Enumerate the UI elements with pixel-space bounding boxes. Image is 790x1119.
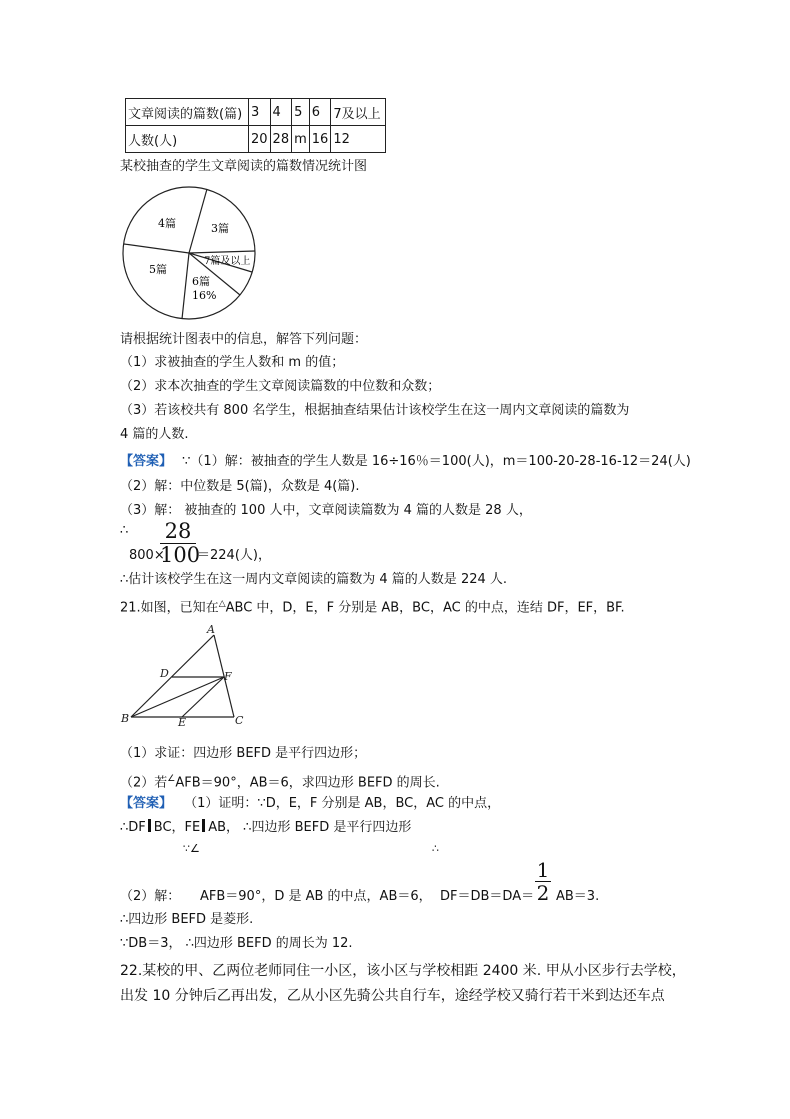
parallel-mark-icon (148, 819, 151, 832)
pie-divider (189, 189, 207, 253)
q21-stem-a: 21.如图，已知在 (120, 600, 219, 616)
fraction-28-100 (160, 519, 201, 567)
pie-title: 某校抽查的学生文章阅读的篇数情况统计图 (120, 159, 368, 174)
point-label-c: C (235, 714, 244, 727)
table-cell: 4 (270, 99, 292, 126)
table-row (126, 126, 386, 153)
fraction-denominator: 100 (160, 543, 201, 567)
q21-stem (120, 594, 625, 618)
table-cell: 6 (309, 99, 331, 126)
table-cell: 28 (270, 126, 292, 153)
answer-tag: 【答案】 (120, 454, 173, 469)
segment-fe (182, 677, 224, 717)
q21-answer-parallelogram: AB， ∴四边形 BEFD 是平行四边形 (208, 820, 412, 835)
q20-intro: 请根据统计图表中的信息，解答下列问题： (120, 332, 368, 347)
table-cell: 3 (249, 99, 271, 126)
q21-part2-a: （2）若 (120, 775, 168, 791)
point-label-f: F (224, 670, 232, 683)
because-angle: ∵∠ (183, 842, 200, 855)
q22-line1: 22.某校的甲、乙两位老师同住一小区，该小区与学校相距 2400 米. 甲从小区步行去学校， (120, 963, 686, 979)
q20-answer-1: ∵（1）解：被抽查的学生人数是 16÷16％＝100(人)，m＝100-20-28-16-12＝24(人) (182, 454, 691, 469)
slice-label-6-percent: 16% (192, 289, 217, 302)
segment-bf (131, 677, 224, 717)
q21-answer-2-mid: AFB＝90°，D 是 AB 的中点，AB＝6， (200, 889, 432, 904)
pie-chart (118, 184, 263, 324)
slice-label-3: 3篇 (211, 222, 229, 235)
angle-symbol: ∠ (167, 774, 176, 784)
q21-answer-fe: BC，FE (153, 820, 201, 835)
q20-part1: （1）求被抽查的学生人数和 m 的值； (120, 355, 345, 370)
q22-line2: 出发 10 分钟后乙再出发，乙从小区先骑公共自行车，途经学校又骑行若干米到达还车点 (120, 988, 665, 1004)
segment-ab (131, 635, 214, 717)
reading-table (125, 98, 386, 153)
q21-answer-2-df: DF＝DB＝DA＝ (440, 889, 535, 904)
slice-label-5: 5篇 (149, 263, 167, 276)
q21-answer-2-prefix: （2）解： (120, 889, 181, 904)
fraction-numerator: 28 (164, 519, 192, 543)
fraction-denominator: 2 (536, 881, 550, 905)
pie-divider (189, 251, 255, 253)
answer-tag: 【答案】 (120, 796, 173, 811)
table-row (126, 99, 386, 126)
q20-part2: （2）求本次抽查的学生文章阅读篇数的中位数和众数； (120, 379, 441, 394)
q20-answer-conclusion: ∴估计该校学生在这一周内文章阅读的篇数为 4 篇的人数是 224 人. (120, 572, 508, 587)
therefore-sign: ∴ (432, 842, 439, 855)
table-cell: 人数(人) (126, 126, 249, 153)
pie-divider (182, 253, 189, 319)
q21-answer-2-end: AB＝3. (556, 889, 600, 904)
q21-stem-b: ABC 中，D，E，F 分别是 AB，BC，AC 的中点，连结 DF，EF，BF. (225, 600, 625, 616)
q20-answer-3: （3）解： 被抽查的 100 人中，文章阅读篇数为 4 篇的人数是 28 人， (120, 503, 532, 518)
table-cell: 12 (331, 126, 386, 153)
q21-answer-df: ∴DF (120, 820, 146, 835)
triangle-figure (118, 622, 253, 730)
point-label-b: B (121, 712, 130, 725)
calc-result: ＝224(人)， (197, 548, 271, 563)
q21-answer-line1 (120, 794, 500, 814)
table-cell: 20 (249, 126, 271, 153)
q20-part3-cont: 4 篇的人数. (120, 427, 189, 442)
q20-answer-2: （2）解：中位数是 5(篇)，众数是 4(篇). (120, 479, 360, 494)
parallel-mark-icon (202, 819, 205, 832)
table-cell: 文章阅读的篇数(篇) (126, 99, 249, 126)
table-cell: 16 (309, 126, 331, 153)
slice-label-7plus: 7篇及以上 (204, 256, 251, 267)
q20-part3: （3）若该校共有 800 名学生，根据抽查结果估计该校学生在这一周内文章阅读的篇数为 (120, 403, 630, 418)
q20-answer-line1 (120, 452, 691, 472)
q21-answer-perimeter: ∵DB＝3， ∴四边形 BEFD 的周长为 12. (120, 936, 353, 951)
table-cell: 5 (292, 99, 310, 126)
fraction-numerator: 1 (536, 858, 550, 882)
pie-divider (124, 244, 189, 253)
point-label-e: E (178, 716, 187, 729)
calc-prefix: 800× (129, 548, 165, 563)
q21-part1: （1）求证：四边形 BEFD 是平行四边形； (120, 746, 367, 761)
slice-label-4: 4篇 (158, 217, 176, 230)
triangle-symbol: △ (218, 599, 226, 609)
table-cell: m (292, 126, 310, 153)
slice-label-6: 6篇 (192, 275, 210, 288)
fraction-one-half (535, 860, 551, 903)
point-label-d: D (160, 667, 169, 680)
q21-answer-rhombus: ∴四边形 BEFD 是菱形. (120, 912, 254, 927)
point-label-a: A (207, 623, 215, 636)
therefore-sign: ∴ (120, 523, 129, 538)
q21-part2-b: AFB＝90°，AB＝6，求四边形 BEFD 的周长. (175, 775, 440, 791)
q21-answer-1: （1）证明：∵D，E，F 分别是 AB，BC，AC 的中点， (184, 796, 501, 811)
q21-answer-parallel (120, 818, 411, 838)
q21-part2 (120, 769, 440, 793)
table-cell: 7及以上 (331, 99, 386, 126)
